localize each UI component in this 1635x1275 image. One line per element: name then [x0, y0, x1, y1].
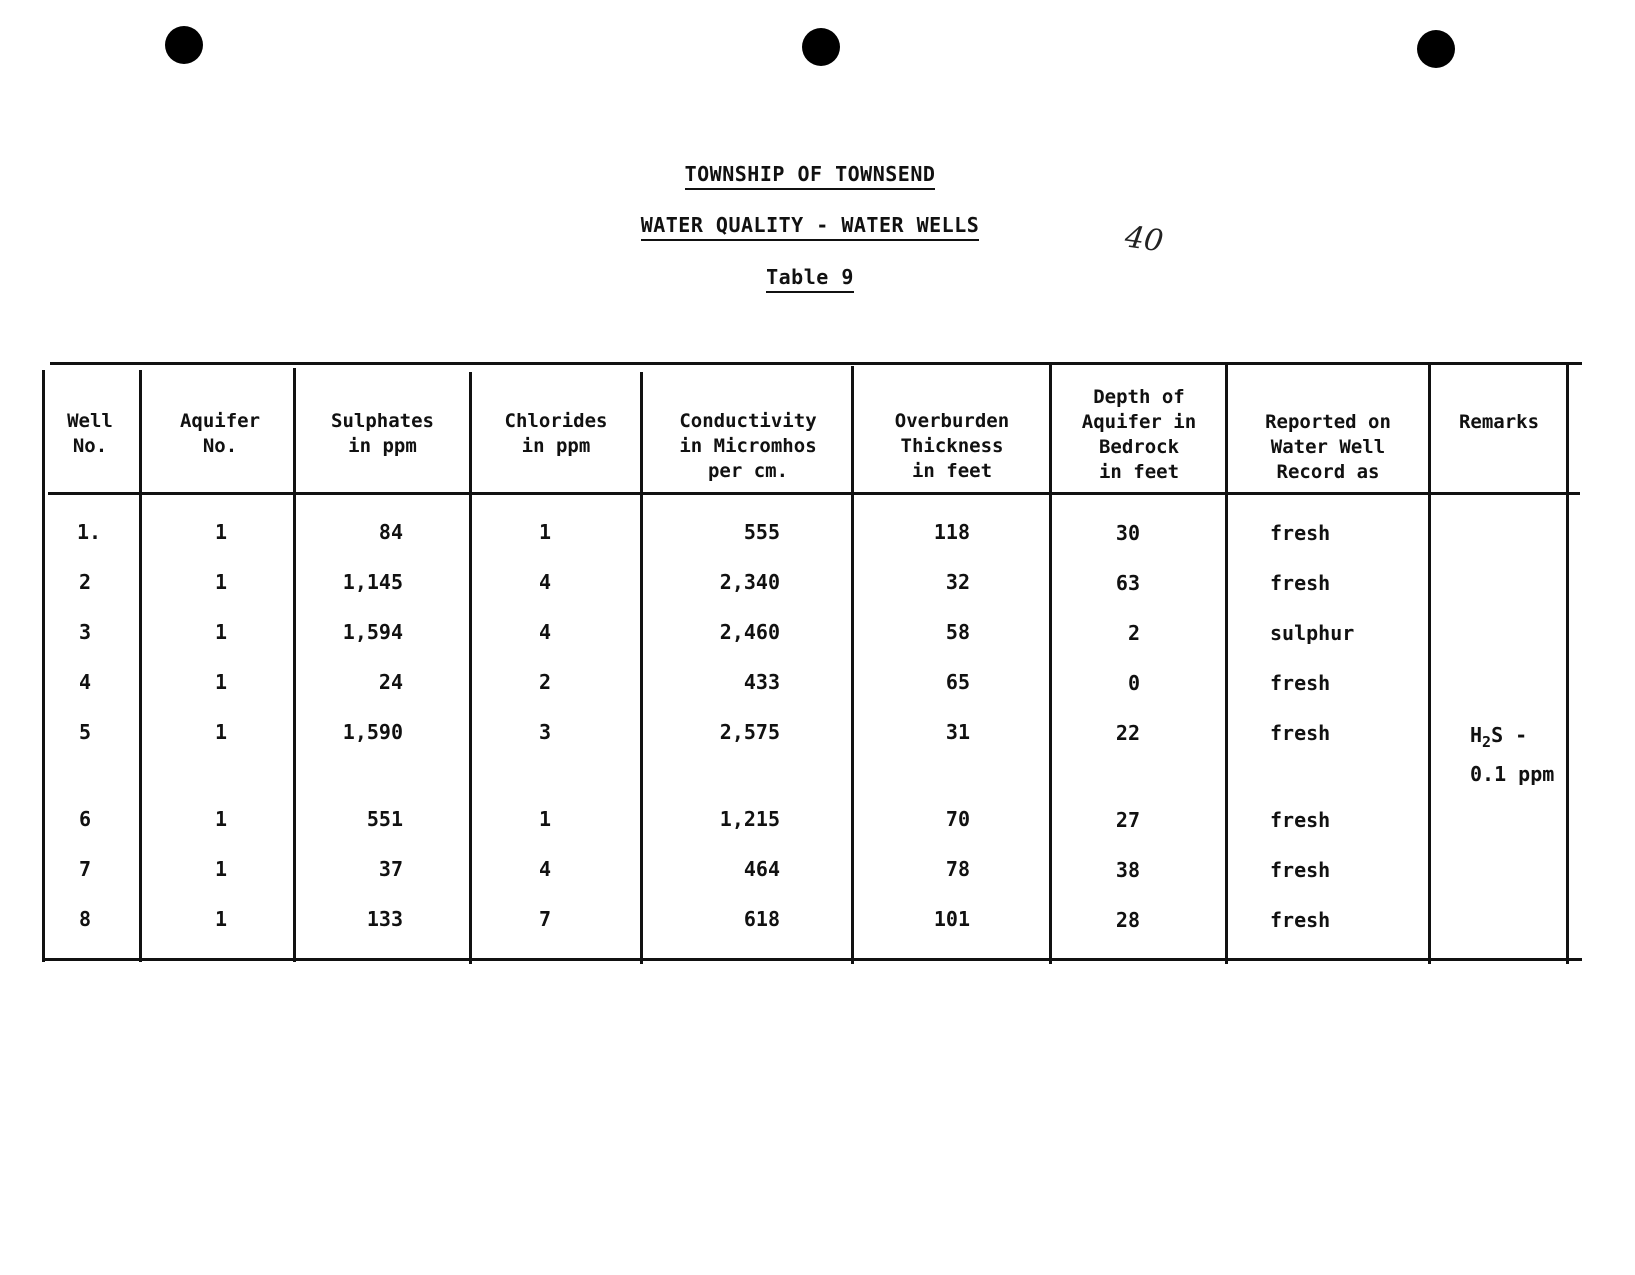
cell-sulphates: 1,594 [342, 620, 403, 644]
cell-reported: fresh [1270, 521, 1331, 545]
table-header-rule [48, 492, 1580, 495]
cell-well: 3 [79, 620, 92, 644]
cell-sulphates: 1,145 [342, 570, 403, 594]
cell-well: 4 [79, 670, 92, 694]
table-label: Table 9 [0, 265, 1620, 289]
cell-reported: fresh [1270, 858, 1331, 882]
cell-reported: fresh [1270, 721, 1331, 745]
cell-depth: 38 [1115, 858, 1140, 882]
header-reported-as: Reported on Water Well Record as [1265, 411, 1391, 483]
cell-sulphates: 37 [378, 857, 403, 881]
cell-reported: fresh [1270, 671, 1331, 695]
column-divider [851, 366, 854, 964]
cell-well: 5 [79, 720, 92, 744]
cell-aquifer: 1 [214, 907, 228, 931]
cell-depth: 28 [1115, 908, 1140, 932]
cell-depth: 0 [1127, 671, 1140, 695]
cell-reported: fresh [1270, 571, 1331, 595]
document-subtitle: WATER QUALITY - WATER WELLS [0, 213, 1620, 237]
cell-sulphates: 1,590 [342, 720, 403, 744]
cell-aquifer: 1 [214, 520, 228, 544]
cell-depth: 2 [1127, 621, 1140, 645]
cell-sulphates: 551 [366, 807, 403, 831]
cell-aquifer: 1 [214, 857, 228, 881]
column-divider [1225, 364, 1228, 964]
header-overburden: Overburden Thickness in feet [894, 410, 1010, 482]
column-divider [1566, 364, 1569, 964]
header-sulphates: Sulphates in ppm [331, 410, 434, 457]
cell-aquifer: 1 [214, 670, 228, 694]
cell-conductivity: 555 [743, 520, 780, 544]
cell-aquifer: 1 [214, 620, 228, 644]
cell-sulphates: 133 [366, 907, 403, 931]
cell-reported: fresh [1270, 908, 1331, 932]
punch-hole-center [802, 28, 840, 66]
cell-overburden: 65 [945, 670, 970, 694]
handwritten-page-number: 40 [1122, 219, 1166, 260]
cell-conductivity: 618 [743, 907, 780, 931]
cell-overburden: 31 [945, 720, 970, 744]
cell-aquifer: 1 [214, 720, 228, 744]
cell-overburden: 70 [945, 807, 970, 831]
column-divider [42, 370, 45, 962]
cell-overburden: 101 [933, 907, 970, 931]
cell-chlorides: 1 [538, 520, 552, 544]
column-divider [1049, 364, 1052, 964]
column-divider [139, 370, 142, 962]
cell-depth: 30 [1115, 521, 1140, 545]
cell-aquifer: 1 [214, 807, 228, 831]
cell-chlorides: 3 [538, 720, 552, 744]
cell-overburden: 58 [945, 620, 970, 644]
cell-aquifer: 1 [214, 570, 228, 594]
cell-well: 6 [79, 807, 92, 831]
cell-well: 2 [79, 570, 92, 594]
punch-hole-right [1417, 30, 1455, 68]
cell-depth: 63 [1115, 571, 1140, 595]
cell-conductivity: 1,215 [719, 807, 780, 831]
township-title: TOWNSHIP OF TOWNSEND [0, 162, 1620, 186]
cell-chlorides: 4 [538, 570, 552, 594]
cell-chlorides: 2 [538, 670, 552, 694]
table-bottom-rule [42, 958, 1582, 961]
header-well-no: Well No. [67, 410, 113, 457]
column-divider [469, 372, 472, 964]
cell-chlorides: 4 [538, 620, 552, 644]
cell-conductivity: 433 [743, 670, 780, 694]
cell-well: 1. [77, 520, 102, 544]
column-divider [293, 368, 296, 962]
cell-reported: sulphur [1270, 621, 1355, 645]
cell-remarks: $H_2S$ - [1470, 723, 1528, 751]
cell-conductivity: 2,460 [719, 620, 780, 644]
cell-chlorides: 4 [538, 857, 552, 881]
cell-sulphates: 24 [378, 670, 403, 694]
cell-overburden: 118 [933, 520, 970, 544]
cell-chlorides: 7 [538, 907, 552, 931]
cell-well: 7 [79, 857, 92, 881]
column-divider [640, 372, 643, 964]
cell-overburden: 32 [945, 570, 970, 594]
cell-conductivity: 2,340 [719, 570, 780, 594]
table-top-rule [50, 362, 1582, 365]
cell-sulphates: 84 [378, 520, 403, 544]
column-divider [1428, 364, 1431, 964]
cell-chlorides: 1 [538, 807, 552, 831]
cell-conductivity: 464 [743, 857, 780, 881]
header-conductivity: Conductivity in Micromhos per cm. [679, 410, 817, 482]
header-chlorides: Chlorides in ppm [504, 410, 608, 457]
cell-reported: fresh [1270, 808, 1331, 832]
header-remarks: Remarks [1458, 411, 1540, 433]
cell-overburden: 78 [945, 857, 970, 881]
cell-remarks-line-2: 0.1 ppm [1470, 762, 1555, 786]
cell-well: 8 [79, 907, 92, 931]
cell-depth: 22 [1115, 721, 1140, 745]
cell-depth: 27 [1115, 808, 1140, 832]
header-aquifer-no: Aquifer No. [179, 410, 261, 457]
punch-hole-left [165, 26, 203, 64]
header-depth-of-aquifer: Depth of Aquifer in Bedrock in feet [1081, 386, 1197, 483]
cell-conductivity: 2,575 [719, 720, 780, 744]
